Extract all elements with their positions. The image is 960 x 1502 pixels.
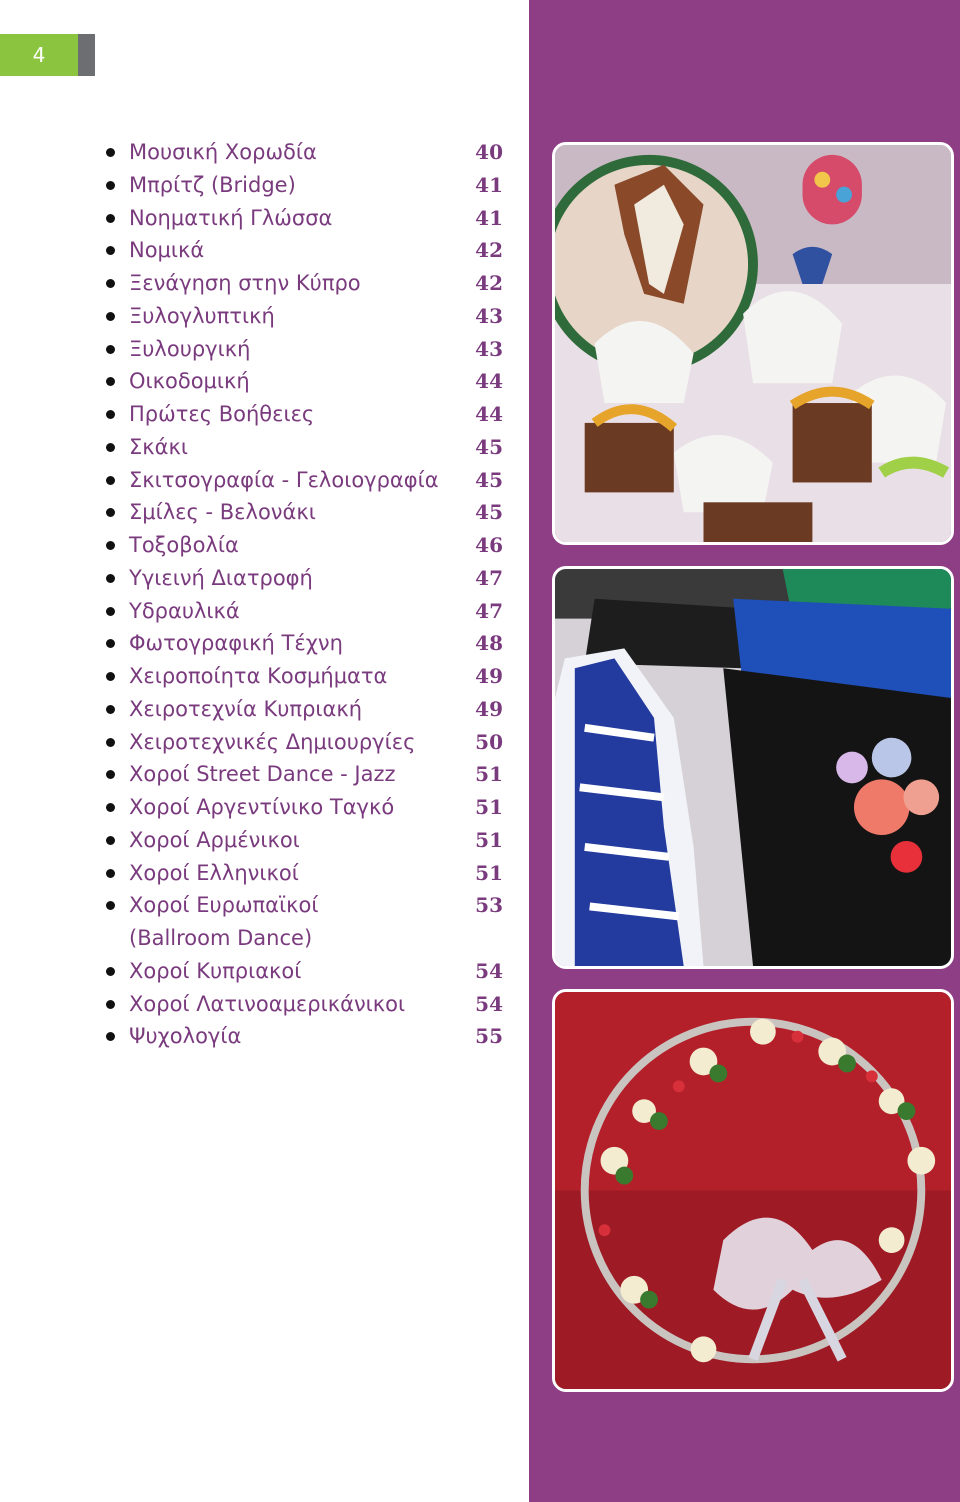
photo-tie-dye-fabrics (552, 566, 954, 969)
index-entry-page: 43 (475, 303, 503, 328)
index-entry-label: Ξενάγηση στην Κύπρο (129, 271, 361, 295)
index-entry-page: 42 (475, 238, 503, 263)
index-entry-page: 51 (475, 827, 503, 852)
page-number-tab (0, 34, 78, 76)
index-entry (106, 824, 506, 857)
bullet-icon (106, 803, 115, 812)
index-entry-page: 40 (475, 140, 503, 164)
index-entry-page: 49 (475, 696, 503, 721)
index-entry-label: Χοροί Street Dance - Jazz (129, 762, 396, 787)
index-entry-label: Χοροί Αρμένικοι (129, 827, 300, 852)
bullet-icon (106, 607, 115, 616)
index-entry-page: 41 (475, 205, 503, 230)
bullet-icon (106, 836, 115, 845)
index-entry (106, 529, 506, 562)
index-entry-label: Υγιεινή Διατροφή (129, 565, 313, 590)
index-entry (106, 693, 506, 726)
bullet-icon (106, 574, 115, 583)
index-entry (106, 889, 506, 955)
bullet-icon (106, 705, 115, 714)
index-entry (106, 955, 506, 988)
bullet-icon (106, 508, 115, 517)
index-entry (106, 857, 506, 890)
index-entry-page: 45 (475, 500, 503, 525)
bullet-icon (106, 476, 115, 485)
photo-stained-glass (552, 142, 954, 545)
bullet-icon (106, 410, 115, 419)
index-entry (106, 758, 506, 791)
index-entry (106, 234, 506, 267)
index-entry-label: Τοξοβολία (129, 533, 239, 557)
index-entry-page: 44 (475, 369, 503, 394)
index-entry-page: 43 (475, 336, 503, 361)
index-entry (106, 136, 506, 169)
index-entry-label: Ξυλογλυπτική (129, 303, 275, 328)
index-entry-label: Φωτογραφική Τέχνη (129, 631, 343, 656)
index-entry-page: 44 (475, 402, 503, 426)
index-entry (106, 791, 506, 824)
index-entry-label: Χοροί Κυπριακοί (129, 958, 302, 983)
index-entry (106, 365, 506, 398)
bullet-icon (106, 377, 115, 386)
bullet-icon (106, 639, 115, 648)
index-entry-label: Ψυχολογία (129, 1024, 242, 1049)
index-entry-label: Νοηματική Γλώσσα (129, 205, 333, 230)
index-entry-page: 45 (475, 434, 503, 459)
index-entry-label: Μπρίτζ (Bridge) (129, 172, 296, 197)
index-entry (106, 398, 506, 431)
index-entry-page: 51 (475, 795, 503, 819)
bullet-icon (106, 246, 115, 255)
index-entry-label: Μουσική Χορωδία (129, 140, 317, 164)
index-entry (106, 988, 506, 1021)
index-entry-page: 42 (475, 271, 503, 295)
bullet-icon (106, 901, 115, 910)
index-entry-label: Σμίλες - Βελονάκι (129, 500, 316, 525)
page-tab-edge (78, 34, 95, 76)
index-entry (106, 300, 506, 333)
index-entry-label: Υδραυλικά (129, 598, 240, 623)
index-entry-label: Πρώτες Βοήθειες (129, 402, 315, 426)
index-entry-page: 50 (475, 729, 503, 754)
index-entry-label: Χοροί Αργεντίνικο Ταγκό (129, 795, 395, 819)
index-entry-label: Σκάκι (129, 434, 188, 459)
course-index-list (106, 136, 506, 1053)
index-entry-page: 54 (475, 958, 503, 983)
bullet-icon (106, 869, 115, 878)
index-entry (106, 562, 506, 595)
index-entry-label: Χοροί Ευρωπαϊκοί (Ballroom Dance) (129, 893, 319, 950)
bullet-icon (106, 345, 115, 354)
page-number: 4 (32, 43, 46, 67)
bullet-icon (106, 1000, 115, 1009)
index-entry-page: 46 (475, 533, 503, 557)
index-entry-label: Χειροτεχνία Κυπριακή (129, 696, 363, 721)
index-entry (106, 464, 506, 497)
index-entry-page: 49 (475, 664, 503, 688)
index-entry (106, 660, 506, 693)
index-entry-page: 54 (475, 991, 503, 1016)
index-entry-page: 47 (475, 565, 503, 590)
index-entry-label: Χοροί Ελληνικοί (129, 860, 299, 885)
index-entry-page: 53 (475, 893, 503, 918)
index-entry (106, 267, 506, 300)
index-entry (106, 496, 506, 529)
bullet-icon (106, 738, 115, 747)
index-entry (106, 595, 506, 628)
index-entry (106, 202, 506, 235)
index-entry-label: Χειροποίητα Κοσμήματα (129, 664, 388, 688)
index-entry (106, 169, 506, 202)
bullet-icon (106, 967, 115, 976)
index-entry (106, 726, 506, 759)
index-entry (106, 333, 506, 366)
index-entry-page: 48 (475, 631, 503, 656)
index-entry (106, 627, 506, 660)
bullet-icon (106, 541, 115, 550)
index-entry (106, 431, 506, 464)
index-entry-label: Νομικά (129, 238, 205, 263)
bullet-icon (106, 1032, 115, 1041)
photo-flower-wreath (552, 989, 954, 1392)
index-entry-label: Χοροί Λατινοαμερικάνικοι (129, 991, 406, 1016)
index-entry-page: 51 (475, 860, 503, 885)
index-entry-page: 41 (475, 172, 503, 197)
index-entry-page: 45 (475, 467, 503, 492)
bullet-icon (106, 312, 115, 321)
bullet-icon (106, 770, 115, 779)
bullet-icon (106, 214, 115, 223)
bullet-icon (106, 672, 115, 681)
bullet-icon (106, 443, 115, 452)
index-entry-label: Ξυλουργική (129, 336, 251, 361)
bullet-icon (106, 181, 115, 190)
bullet-icon (106, 148, 115, 157)
index-entry (106, 1020, 506, 1053)
index-entry-page: 51 (475, 762, 503, 787)
index-entry-label: Σκιτσογραφία - Γελοιογραφία (129, 467, 439, 492)
index-entry-page: 55 (475, 1024, 503, 1049)
index-entry-label: Χειροτεχνικές Δημιουργίες (129, 729, 416, 754)
index-entry-page: 47 (475, 598, 503, 623)
bullet-icon (106, 279, 115, 288)
index-entry-label: Οικοδομική (129, 369, 250, 394)
